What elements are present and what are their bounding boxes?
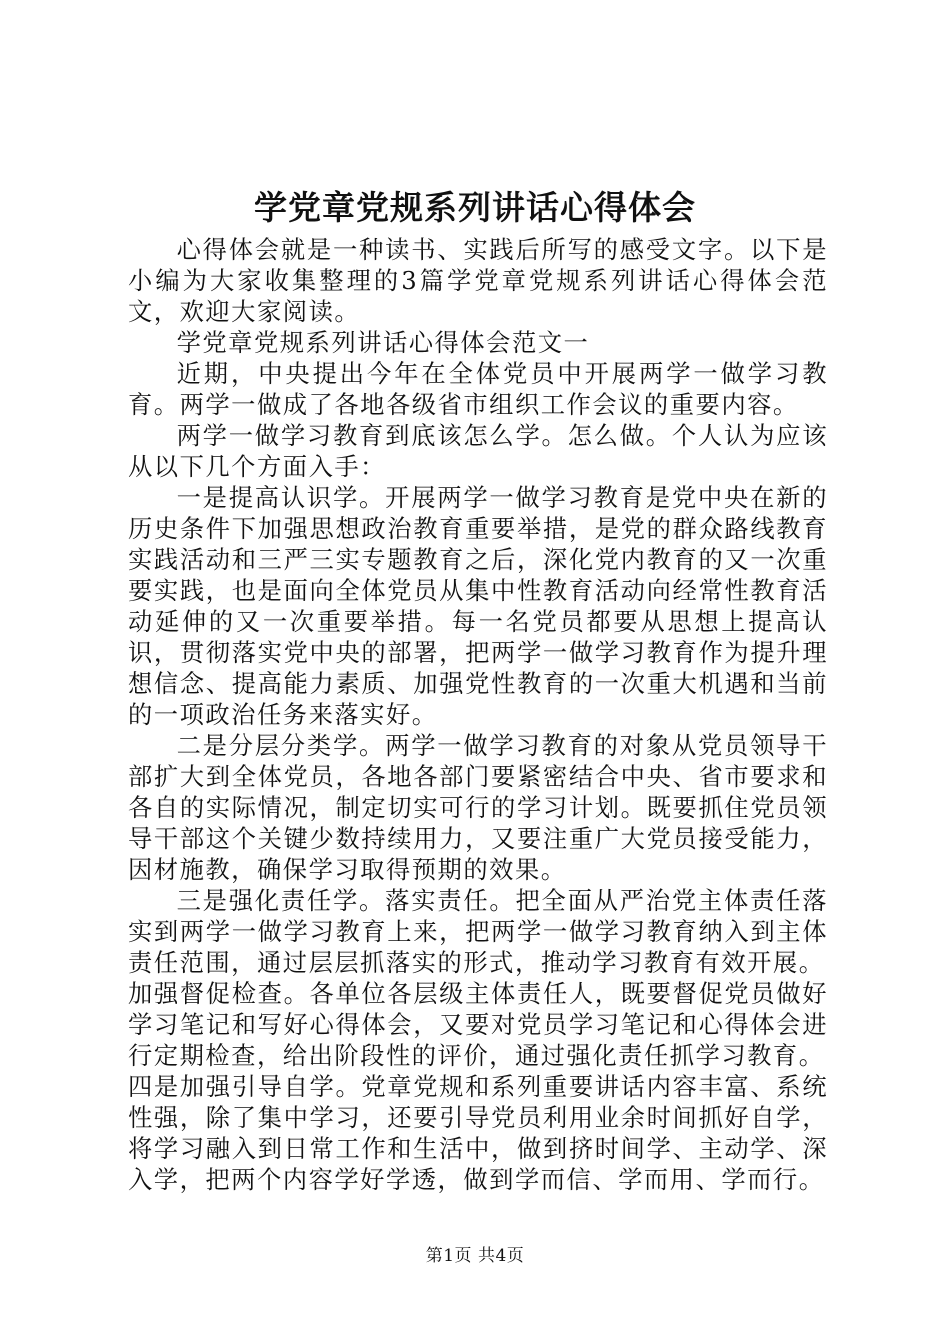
paragraph: 四是加强引导自学。党章党规和系列重要讲话内容丰富、系统性强，除了集中学习，还要引导党员利用业余时间抓好自学，将学习融入到日常工作和生活中，做到挤时间学、主动学、深入学，把两个内容学好学透，做到学而信、学而用、学而行。 bbox=[128, 1072, 828, 1194]
paragraph: 两学一做学习教育到底该怎么学。怎么做。个人认为应该从以下几个方面入手： bbox=[128, 421, 828, 481]
page-footer: 第1页 共4页 bbox=[425, 1246, 525, 1266]
paragraph: 一是提高认识学。开展两学一做学习教育是党中央在新的历史条件下加强思想政治教育重要举措，是党的群众路线教育实践活动和三严三实专题教育之后，深化党内教育的又一次重要实践，也是面向全体党员从集中性教育活动向经常性教育活动延伸的又一次重要举措。每一名党员都要从思想上提高认识，贯彻落实党中央的部署，把两学一做学习教育作为提升理想信念、提高能力素质、加强党性教育的一次重大机遇和当前的一项政治任务来落实好。 bbox=[128, 483, 828, 729]
paragraph-intro: 心得体会就是一种读书、实践后所写的感受文字。以下是小编为大家收集整理的3篇学党章党规系列讲话心得体会范文，欢迎大家阅读。 bbox=[128, 235, 828, 326]
paragraph: 近期，中央提出今年在全体党员中开展两学一做学习教育。两学一做成了各地各级省市组织工作会议的重要内容。 bbox=[128, 359, 828, 419]
document-body bbox=[128, 234, 828, 1195]
paragraph: 三是强化责任学。落实责任。把全面从严治党主体责任落实到两学一做学习教育上来，把两学一做学习教育纳入到主体责任范围，通过层层抓落实的形式，推动学习教育有效开展。 bbox=[128, 886, 828, 977]
paragraph: 加强督促检查。各单位各层级主体责任人，既要督促党员做好学习笔记和写好心得体会，又要对党员学习笔记和心得体会进行定期检查，给出阶段性的评价，通过强化责任抓学习教育。 bbox=[128, 979, 828, 1070]
document-title: 学党章党规系列讲话心得体会 bbox=[254, 188, 696, 227]
paragraph-section-heading: 学党章党规系列讲话心得体会范文一 bbox=[176, 328, 590, 357]
paragraph: 二是分层分类学。两学一做学习教育的对象从党员领导干部扩大到全体党员，各地各部门要紧密结合中央、省市要求和各自的实际情况，制定切实可行的学习计划。既要抓住党员领导干部这个关键少数持续用力，又要注重广大党员接受能力，因材施教，确保学习取得预期的效果。 bbox=[128, 731, 828, 884]
